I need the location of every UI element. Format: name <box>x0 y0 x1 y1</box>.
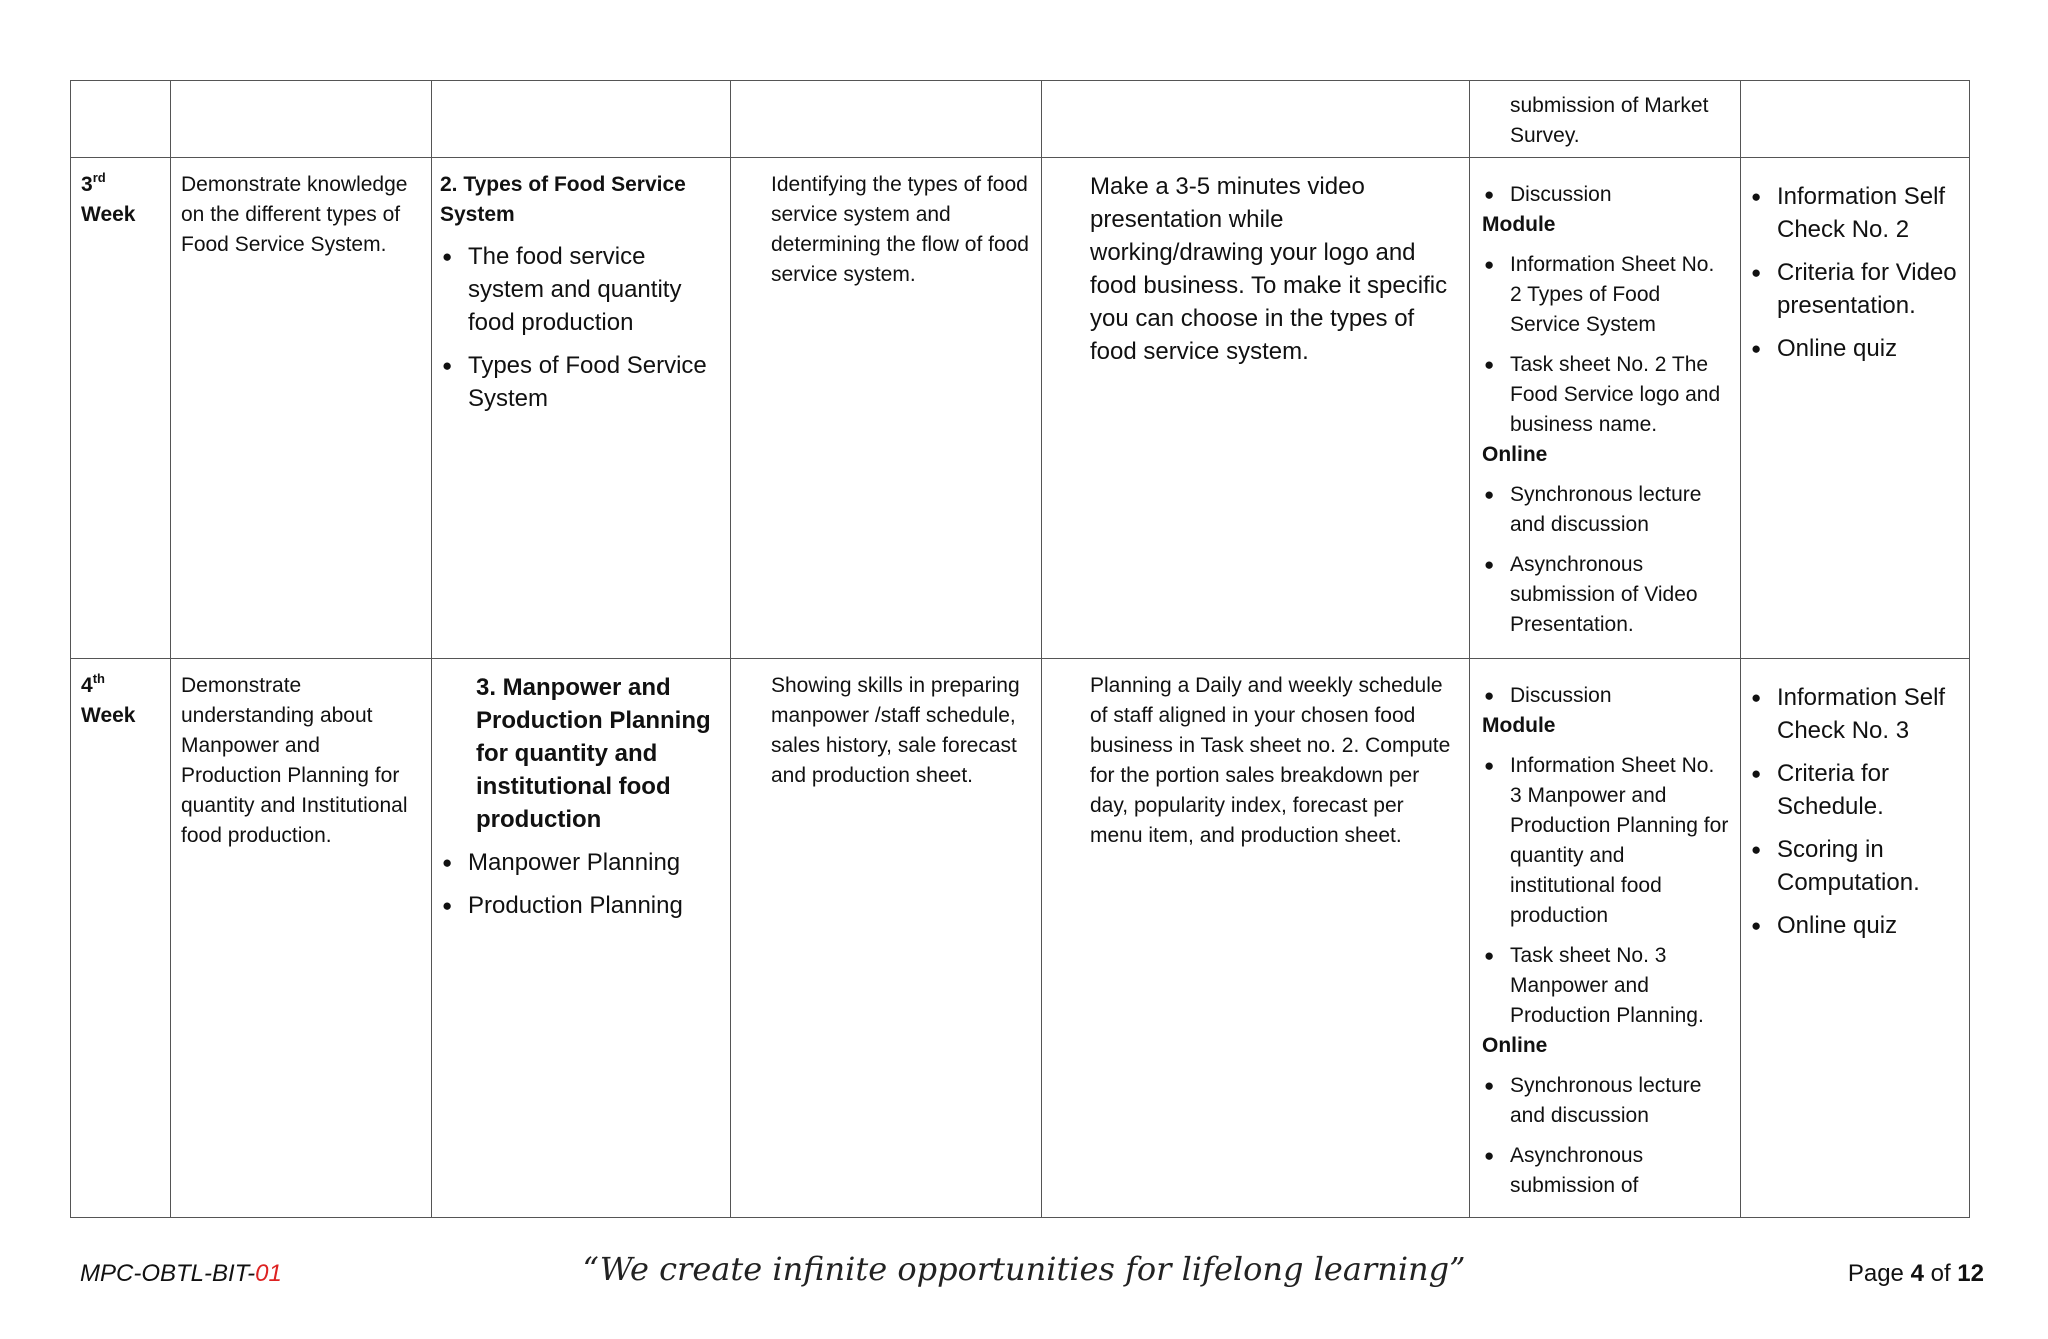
task-cell <box>1042 659 1470 1218</box>
module-list <box>1482 751 1730 1031</box>
list-item: ● Information Self Check No. 2 <box>1749 180 1959 246</box>
list-item: ● Discussion <box>1482 681 1730 711</box>
list-item: ● Scoring in Computation. <box>1749 833 1959 899</box>
skills-text: Identifying the types of food service system and determining the flow of food service system. <box>771 173 1029 286</box>
resources-cell <box>1470 81 1741 158</box>
list-item: ● Types of Food Service System <box>440 349 720 415</box>
table-row-continued <box>71 81 1970 158</box>
list-item: ● Synchronous lecture and discussion <box>1482 1071 1730 1131</box>
task-text: Make a 3-5 minutes video presentation while working/drawing your logo and food business. To make it specific you can choose in the types of food service system. <box>1090 173 1448 365</box>
online-list <box>1482 1071 1730 1201</box>
learning-outcome-cell <box>171 659 432 1218</box>
week-label: 3rd Week <box>81 170 136 226</box>
learning-outcome-text: Demonstrate understanding about Manpower and Production Planning for quantity and Institutional food production. <box>181 674 408 847</box>
list-item: ● Discussion <box>1482 180 1730 210</box>
table-row-week-3 <box>71 158 1970 659</box>
list-item: ● Criteria for Schedule. <box>1749 757 1959 823</box>
list-item: ● Production Planning <box>440 889 720 922</box>
list-item: ● Online quiz <box>1749 909 1959 942</box>
online-label: Online <box>1482 1034 1548 1057</box>
list-item: ● Information Sheet No. 2 Types of Food Service System <box>1482 250 1730 340</box>
resources-cell <box>1470 659 1741 1218</box>
week-label: 4th Week <box>81 671 136 727</box>
skills-text: Showing skills in preparing manpower /staff schedule, sales history, sale forecast and production sheet. <box>771 674 1020 787</box>
list-item: ● The food service system and quantity food production <box>440 240 720 339</box>
topic-cell <box>432 659 731 1218</box>
module-label: Module <box>1482 213 1556 236</box>
topic-title: 3. Manpower and Production Planning for quantity and institutional food production <box>476 674 711 833</box>
list-item: ● Synchronous lecture and discussion <box>1482 480 1730 540</box>
topic-title: 2. Types of Food Service System <box>440 173 686 226</box>
resources-continued-text: submission of Market Survey. <box>1510 94 1709 147</box>
page-number: Page 4 of 12 <box>1847 1260 1984 1287</box>
list-item: ● Information Self Check No. 3 <box>1749 681 1959 747</box>
topic-list <box>440 846 720 922</box>
assessment-cell <box>1741 158 1970 659</box>
assessment-list <box>1749 180 1959 365</box>
task-text: Planning a Daily and weekly schedule of staff aligned in your chosen food business in Task sheet no. 2. Compute for the portion sales breakdown per day, popularity index, forecast per menu item, and production sheet. <box>1090 674 1451 847</box>
assessment-cell <box>1741 659 1970 1218</box>
list-item: ● Information Sheet No. 3 Manpower and Production Planning for quantity and institutional food production <box>1482 751 1730 931</box>
learning-outcome-text: Demonstrate knowledge on the different types of Food Service System. <box>181 173 408 256</box>
list-item: ● Task sheet No. 3 Manpower and Production Planning. <box>1482 941 1730 1031</box>
online-list <box>1482 480 1730 640</box>
assessment-list <box>1749 681 1959 942</box>
online-label: Online <box>1482 443 1548 466</box>
module-list <box>1482 250 1730 440</box>
list-item: ● Asynchronous submission of Video Presentation. <box>1482 550 1730 640</box>
institution-motto: “We create infinite opportunities for lifelong learning” <box>582 1250 1466 1288</box>
resources-cell <box>1470 158 1741 659</box>
list-item: ● Online quiz <box>1749 332 1959 365</box>
list-item: ● Task sheet No. 2 The Food Service logo and business name. <box>1482 350 1730 440</box>
week-cell <box>71 158 171 659</box>
learning-outcome-cell <box>171 158 432 659</box>
task-cell <box>1042 158 1470 659</box>
skills-cell <box>731 158 1042 659</box>
module-label: Module <box>1482 714 1556 737</box>
course-plan-table <box>70 80 1970 1218</box>
topic-cell <box>432 158 731 659</box>
document-code: MPC-OBTL-BIT-01 <box>80 1260 282 1287</box>
week-cell <box>71 659 171 1218</box>
table-row-week-4 <box>71 659 1970 1218</box>
topic-list <box>440 240 720 415</box>
skills-cell <box>731 659 1042 1218</box>
list-item: ● Manpower Planning <box>440 846 720 879</box>
list-item: ● Asynchronous submission of <box>1482 1141 1730 1201</box>
list-item: ● Criteria for Video presentation. <box>1749 256 1959 322</box>
